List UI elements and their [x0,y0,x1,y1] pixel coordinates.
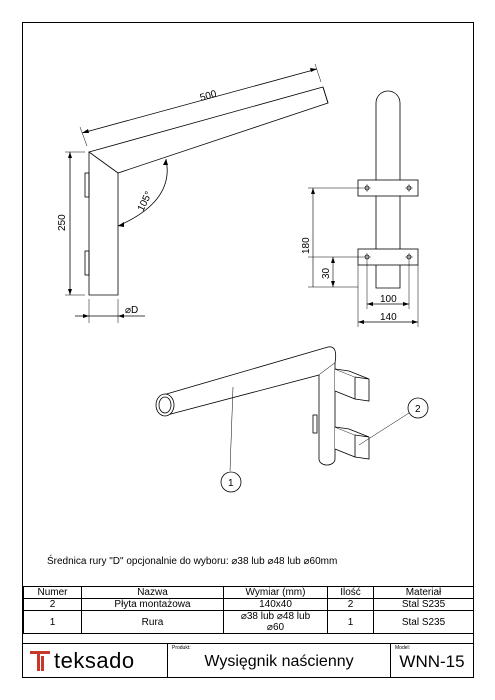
bom-cell-material: Stal S235 [374,611,474,634]
bom-header-row [24,587,474,599]
dim-hole-spacing-label: 100 [380,294,397,305]
company-logo [29,648,135,674]
diameter-note: Średnica rury "D" opcjonalnie do wyboru: ⌀38 lub ⌀48 lub ⌀60mm [47,556,338,567]
dim-plate-edge-label: 30 [321,267,332,279]
dim-plate-width-label: 140 [380,312,397,323]
bom-cell-numer: 1 [24,611,82,634]
bom-cell-ilosc: 1 [328,611,374,634]
side-plate-bottom [85,251,89,275]
callout-pipe-label: 1 [228,478,234,489]
dim-angle-label: 105° [135,189,155,214]
logo-text: teksado [54,648,135,673]
title-block [23,643,473,678]
callout-plate-label: 2 [415,404,421,415]
bom-cell-nazwa: Płyta montażowa [82,599,224,611]
dim-plate-spacing [308,188,363,287]
bom-header-numer: Numer [24,587,82,599]
product-cell [167,644,391,678]
product-caption: Produkt: [172,645,191,651]
table-row [24,611,474,634]
bom-cell-nazwa: Rura [82,611,224,634]
bom-cell-ilosc: 2 [328,599,374,611]
iso-post [319,363,335,465]
front-view [308,91,418,327]
iso-arm [163,347,336,415]
table-row [24,599,474,611]
model-code: WNN-15 [399,652,465,671]
bom-header-nazwa: Nazwa [82,587,224,599]
dim-height [65,152,85,295]
drawing-sheet [22,22,474,678]
teksado-logo-icon [29,649,51,673]
bom-cell-numer: 2 [24,599,82,611]
product-name: Wysięgnik naścienny [204,653,354,670]
bom-cell-wymiar: 140x40 [224,599,328,611]
dim-plate-spacing-label: 180 [301,237,312,254]
bom-header-wymiar: Wymiar (mm) [224,587,328,599]
side-plate-top [85,173,89,197]
side-post [89,152,118,295]
bom-cell-wymiar: ⌀38 lub ⌀48 lub ⌀60 [224,611,328,634]
model-caption: Model: [395,645,411,651]
dim-height-label: 250 [57,214,68,231]
bom-cell-material: Stal S235 [374,599,474,611]
model-cell [391,644,473,678]
isometric-view [156,347,428,492]
side-view [65,64,328,323]
technical-drawing [23,23,473,583]
bill-of-materials [23,586,474,634]
callout-pipe [221,387,241,492]
bom-header-material: Materiał [374,587,474,599]
bom-header-ilosc: Ilość [328,587,374,599]
dim-diameter-label: ⌀D [125,305,139,316]
dim-length-label: 500 [198,88,218,104]
